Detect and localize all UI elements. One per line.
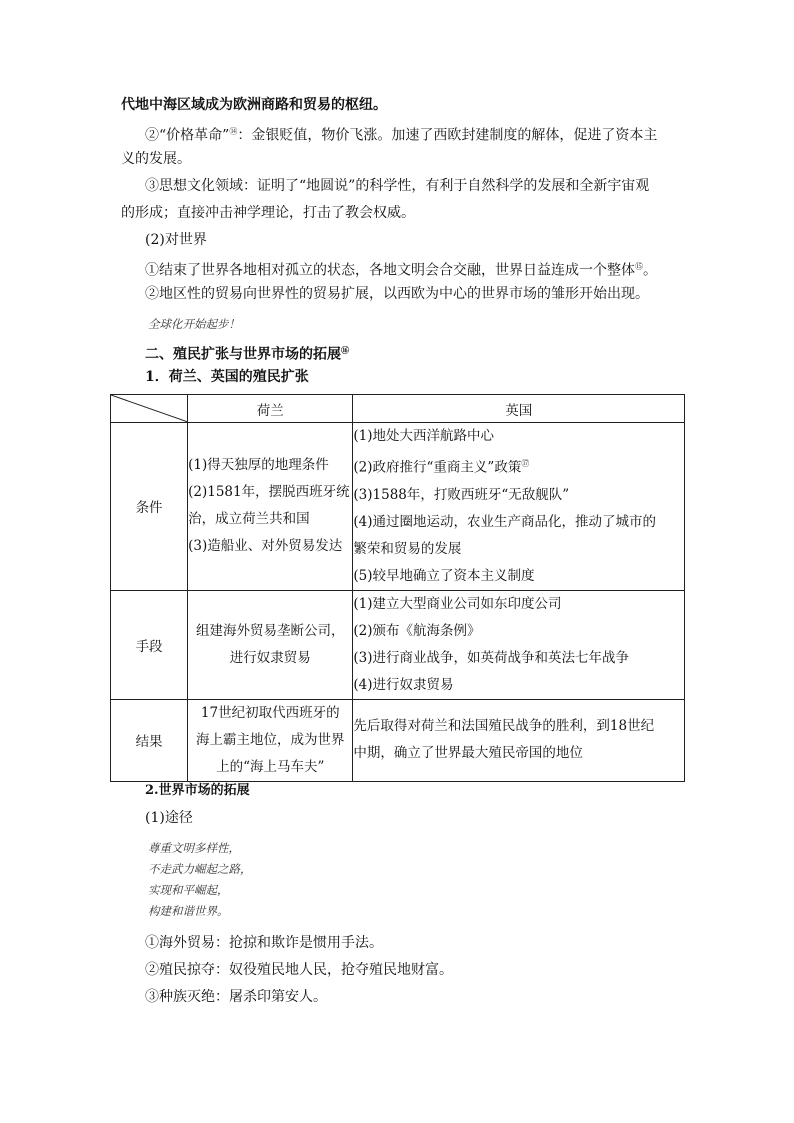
list-item: ①海外贸易：抢掠和欺诈是惯用手法。 xyxy=(145,935,383,951)
text-line: ②地区性的贸易向世界性的贸易扩展，以西欧为中心的世界市场的雏形开始出现。 xyxy=(145,286,649,302)
text-line: 的形成；直接冲击神学理论，打击了教会权威。 xyxy=(121,205,415,221)
netherlands-cell: (1)得天独厚的地理条件 (2)1581年，摆脱西班牙统 治，成立荷兰共和国 (3)造船业、对外贸易发达 xyxy=(188,423,353,591)
sub-heading: 1．荷兰、英国的殖民扩张 xyxy=(145,369,309,385)
note-marker: ⑯ xyxy=(341,345,349,355)
table-row xyxy=(111,699,685,781)
sub-heading: (1)途径 xyxy=(145,810,193,826)
sub-heading: 2.世界市场的拓展 xyxy=(145,783,250,798)
handwritten-note: 全球化开始起步！ xyxy=(148,317,240,331)
britain-cell: 先后取得对荷兰和法国殖民战争的胜利，到18世纪 中期，确立了世界最大殖民帝国的地位 xyxy=(353,699,685,781)
britain-cell: (1)地处大西洋航路中心 (2)政府推行“重商主义”政策⑰ (3)1588年，打败西班牙“无敌舰队” (4)通过圈地运动，农业生产商品化，推动了城市的 繁荣和贸易的发展 (5)较早地确立了资本主义制度 xyxy=(353,423,685,591)
table-header-row xyxy=(111,395,685,423)
note-marker: ⑰ xyxy=(521,459,530,468)
note-marker: ⑮ xyxy=(635,262,643,271)
handwritten-note: 不走武力崛起之路， xyxy=(148,862,252,876)
netherlands-cell: 组建海外贸易垄断公司， 进行奴隶贸易 xyxy=(188,590,353,699)
netherlands-cell: 17世纪初取代西班牙的 海上霸主地位，成为世界 上的“海上马车夫” xyxy=(188,699,353,781)
table-row xyxy=(111,590,685,699)
list-item: ③种族灭绝：屠杀印第安人。 xyxy=(145,989,327,1005)
diagonal-divider xyxy=(111,395,188,422)
table-corner-cell xyxy=(111,395,188,423)
handwritten-note: 构建和谐世界。 xyxy=(148,904,229,918)
handwritten-note: 实现和平崛起， xyxy=(148,883,229,897)
column-header-britain: 英国 xyxy=(353,395,685,423)
handwritten-note: 尊重文明多样性， xyxy=(148,841,240,855)
text-line: ②“价格革命”⑭：金银贬值，物价飞涨。加速了西欧封建制度的解体，促进了资本主 xyxy=(145,127,658,144)
text-line: ①结束了世界各地相对孤立的状态，各地文明会合交融，世界日益连成一个整体⑮。 xyxy=(145,262,657,279)
comparison-table xyxy=(110,394,685,782)
column-header-netherlands: 荷兰 xyxy=(188,395,353,423)
row-label: 结果 xyxy=(111,699,188,781)
section-heading: 二、殖民扩张与世界市场的拓展⑯ xyxy=(145,345,349,363)
text-line: 代地中海区域成为欧洲商路和贸易的枢纽。 xyxy=(121,97,387,113)
britain-cell: (1)建立大型商业公司如东印度公司 (2)颁布《航海条例》 (3)进行商业战争，如英荷战争和英法七年战争 (4)进行奴隶贸易 xyxy=(353,590,685,699)
list-item: ②殖民掠夺：奴役殖民地人民，抢夺殖民地财富。 xyxy=(145,962,453,978)
sub-heading: (2)对世界 xyxy=(145,232,207,248)
note-marker: ⑭ xyxy=(229,127,238,136)
table-row xyxy=(111,423,685,591)
row-label: 手段 xyxy=(111,590,188,699)
text-line: ③思想文化领域：证明了“地圆说”的科学性，有利于自然科学的发展和全新宇宙观 xyxy=(145,178,650,194)
text-line: 义的发展。 xyxy=(121,151,191,167)
row-label: 条件 xyxy=(111,423,188,591)
